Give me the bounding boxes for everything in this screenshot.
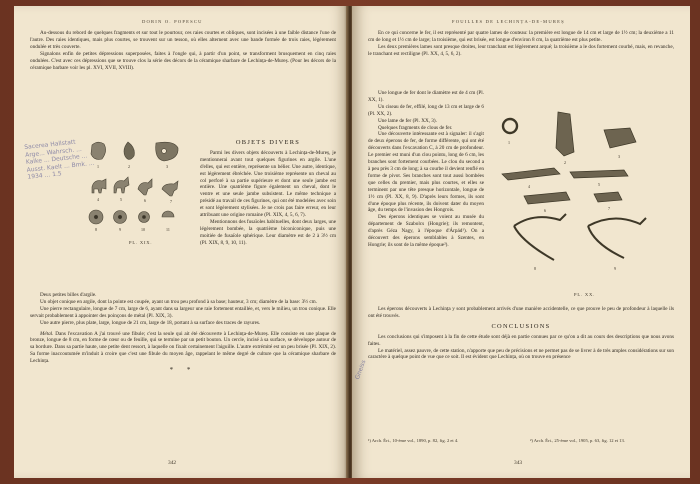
- fig-horse-6: [138, 179, 152, 195]
- fig-label: 8: [534, 266, 536, 271]
- para-pierre: Une pierre rectangulaire, longue de 7 cm, large de 6, ayant dans sa largeur une raie fortement entaillée, et, vers le milieu, un trou conique. Elle servait probablement à appointer des poinçons de métal (Pl. XIX, 3).: [30, 305, 336, 319]
- para-anneau: Une longue de fer dont le diamètre est de 4 cm (Pl. XX, 1).: [368, 90, 484, 103]
- fig-label: 10: [141, 227, 145, 232]
- fig-label: 9: [614, 266, 616, 271]
- pencil-annotation-right: Gneiss: [354, 359, 368, 381]
- para-szabolcs: Des éperons identiques se voient au musée du département de Szabolcs (Hongrie); ils remontent, d'après Géza Nagy, à l'époque d'Árpád¹). On a découvert des éperons semblables à Szentes, en Hongrie; ils sont de la même époque²).: [368, 214, 484, 248]
- fig-label: 1: [508, 140, 510, 145]
- para-eperons: Une découverte intéressante est à signaler: il s'agit de deux éperons de fer, de forme différente, qui ont été découverts dans l'excavation C, à 20 cm de profondeur. Le premier est muni d'un clou pointu, long de 6 cm, les branches sont fortement courbées. Le clou du second a à peu près 3 cm de long; à sa courbe il devient renflé en forme de pivot. Ses branches sont tout aussi bombées que celles du premier, mais plus courtes, et elles se terminent par une tête presque horizontale, longue de 1½ cm (Pl. XX, 8, 9). D'après leurs formes, ils sont d'une époque plus récente, ils doivent dater du moyen âge, du temps de l'invasion des Hongrois.: [368, 131, 484, 214]
- para-fusaiole: Mentionnons des fusaïoles habituelles, dont deux larges, une légèrement bombée, la quatrième biconiconique, puis une moitiée de fusaïole sphérique. Leur diamètre est de 2 à 3½ cm (Pl. XIX, 8, 9, 10, 11).: [200, 218, 336, 246]
- fig-knife-7: [594, 192, 622, 202]
- fig-horse-7: [162, 181, 178, 196]
- fig-ram-4: [92, 179, 106, 193]
- plate-xx-caption: PL. XX.: [574, 292, 596, 297]
- plate-xx-figure: [494, 108, 670, 288]
- fig-iron-ring-1: [503, 119, 517, 133]
- fig-label: 4: [528, 184, 530, 189]
- left-side-text: [200, 136, 336, 247]
- right-top-text: [368, 30, 674, 58]
- fig-label: 3: [166, 164, 168, 169]
- para-clous: Quelques fragments de clous de fer.: [378, 124, 453, 131]
- para-lames: Les deux premières lames sont presque droites, leur tranchant est légèrement arqué; la troisième a le dos fortement courbé, mais, en revanche, le tranchant est rectiligne (Pl. XX, 4, 5, 6, 2).: [368, 43, 674, 57]
- fig-spur-9: [588, 218, 646, 258]
- section-title-conclusions: CONCLUSIONS: [491, 322, 551, 330]
- fig-ram-5: [114, 177, 129, 193]
- fig-iron-chisel-2: [556, 112, 574, 156]
- footnote-1: ¹) Arch. Ért., 10-ème vol., 1890, p. 82, fig. 2 et 4.: [368, 438, 459, 443]
- fig-spindle-11: [162, 211, 174, 217]
- left-bottom-text: [30, 292, 336, 374]
- fig-label: 3: [618, 154, 620, 159]
- para-billes: Deux petites billes d'argile.: [40, 292, 97, 298]
- fig-label: 6: [144, 198, 146, 203]
- fig-knife-5: [570, 170, 628, 178]
- para-metal: [30, 331, 336, 366]
- fig-fibula-2: [124, 142, 134, 160]
- para-signalons: Signalons enfin de petites dépressions superposées, faites à l'ongle qui, à partir d'un point, se transforment brusquement en cinq raies ondulées. C'est avec ces dépressions que se trouve clos la série des décors de la céramique sharbare de Lechința-de-Mureș. (Pour les décors de la céramique barbare voir les pl. XVI, XVII, XVIII).: [30, 50, 336, 71]
- right-running-head: FOUILLES DE LECHINȚA-DE-MUREȘ: [452, 19, 565, 24]
- para-autre: Une autre pierre, plus plate, large, longue de 21 cm, large de 18, portant à sa surface des traces de rayures.: [40, 319, 261, 326]
- fig-label: 2: [128, 164, 130, 169]
- para-fer: En ce qui concerne le fer, il est représenté par quatre lames de couteau: la première est longue de 14 cm et large de 1½ cm; la deuxième a 11 cm de long et 1½ cm de large; la troisième, qui est brisée, est longue d'environ 8 cm, la quatrième est plus petite.: [368, 30, 674, 43]
- left-running-head: DORIN O. POPESCU: [142, 19, 203, 24]
- fig-label: 5: [120, 197, 122, 202]
- fig-label: 6: [544, 208, 546, 213]
- fig-stone-hole: [162, 149, 167, 154]
- right-side-text: [368, 90, 484, 249]
- para-metal-text: Dans l'excavation A j'ai trouvé une fibule; c'est la seule qui ait été découverte à Lechința-de-Mureș. Elle consiste en une plaque de bronze, longue de 8 cm, en forme de cœur ou de feuille, qui se termine par un petit bouton. Un cercle, incisé à sa surface, se développe autour de sa bordure. Dans sa partie haute, une petite dent ressort, à laquelle on fixait certainement l'aiguille. L'autre extrémité est un peu brisée (Pl. XIX, 2). Sa forme inaccoutumée m'induit à croire que c'est une fibule du moyen âge, rappelant le même degré de culture que la céramique sharbare de Lechința.: [30, 330, 337, 365]
- right-page: [352, 6, 690, 478]
- fig-label: 4: [97, 197, 99, 202]
- left-page-number: 342: [168, 460, 177, 466]
- section-stars: * *: [169, 366, 197, 375]
- fig-label: 8: [95, 227, 97, 232]
- para-intro: Au-dessous du rebord de quelques fragments et sur tout le pourtour, ces raies courtes et obliques, sont incisées à une faible distance l'une de l'autre. Des raies identiques, mais plus courtes, se trouvent sur un tesson, où elles alternent avec une bande formée de trois raies, légèrement ondulée et très couverte.: [30, 30, 336, 50]
- plate-xix-figure: [84, 139, 196, 237]
- right-bottom-text: [368, 306, 674, 361]
- pencil-annotation-left: Sacerea Hallstatt Arge... Wahrsch. ... Kalke ... Deutsche ... Ausst. Kaelt ... Bmk. ... 1934 ... 1.5: [24, 138, 95, 181]
- fig-label: 7: [608, 206, 610, 211]
- fig-label: 5: [598, 182, 600, 187]
- left-top-text: [30, 30, 336, 71]
- para-lame: Une lame de fer (Pl. XX, 3).: [378, 117, 437, 124]
- para-metal-head: Métal.: [40, 330, 54, 337]
- para-ciseau: Un ciseau de fer, effilé, long de 13 cm et large de 6 (Pl. XX, 2).: [368, 103, 484, 117]
- right-page-number: 343: [514, 460, 523, 466]
- plate-xix-caption: PL. XIX.: [129, 240, 153, 245]
- left-page: [14, 6, 348, 478]
- para-cone: Un objet conique en argile, dont la pointe est coupée, ayant un trou peu profond à sa base; hauteur, 3 cm; diamètre de la base: 3½ cm.: [40, 298, 317, 305]
- fig-spur-8: [514, 214, 566, 260]
- fig-label: 1: [97, 164, 99, 169]
- fig-knife-4: [502, 168, 560, 180]
- fig-stone-3: [156, 142, 178, 161]
- para-objets: Parmi les divers objets découverts à Lechința-de-Mureș, je mentionnerai avant tout quelques figurines en argile. L'une d'elles, qui est entière, représente un bélier. Une autre, identique, est légèrement ébréchée. Une troisième représente un cheval au col perforé à sa partie supérieure et dont une seule jambe est entière. Une quatrième figure également un cheval, dont le ventre et une seule jambe subsistent. Le même technique a présidé au travail de ces figurines, qui ont été modelées avec soin et sont légèrement stylisées. Je ne crois pas faire erreur, en leur attribuant une origine romaine (Pl. XIX, 4, 5, 6, 7).: [200, 149, 336, 219]
- fig-label: 9: [119, 227, 121, 232]
- section-title-objets: OBJETS DIVERS: [235, 139, 301, 146]
- fig-label: 2: [564, 160, 566, 165]
- fig-iron-blade-3: [604, 128, 636, 148]
- fig-knife-6: [524, 192, 570, 204]
- footnote-2: ²) Arch. Ért., 25-ème vol., 1905, p. 63, fig. 12 et 13.: [530, 438, 625, 443]
- para-conclusions: Les conclusions qui s'imposent à la fin de cette étude sont déjà en partie connues par ce qu'on a dit au cours des descriptions que nous avons faites.: [368, 333, 674, 347]
- fig-label: 7: [170, 199, 172, 204]
- fig-label: 11: [166, 227, 170, 232]
- para-accidentelle: Les éperons découverts à Lechința y sont probablement arrivés d'une manière accidentelle, ce que prouve le peu de profondeur à laquelle ils ont été trouvés.: [368, 306, 674, 319]
- para-materiel: Le matériel, assez pauvre, de cette station, n'apporte que peu de précisions et ne permet pas de se livrer à de très amples considérations sur son caractère à quelque point de vue que ce soit. Il est évident que Lechința, où on trouve en présence: [368, 347, 674, 361]
